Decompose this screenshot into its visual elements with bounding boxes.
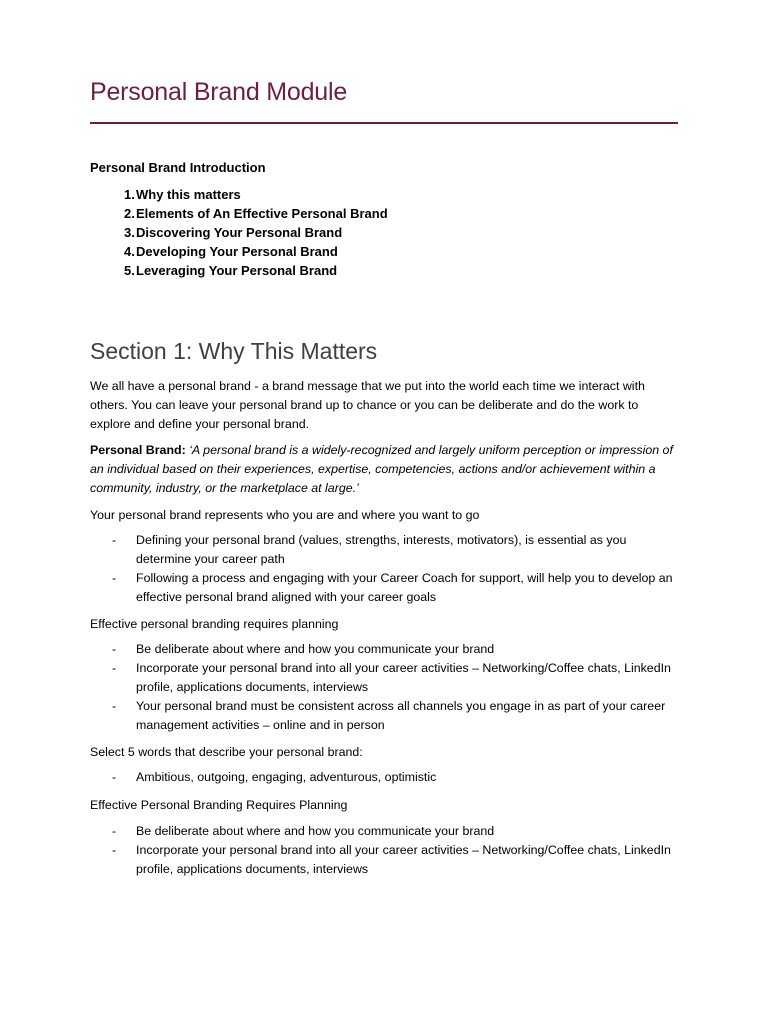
words-heading: Select 5 words that describe your personal brand:	[90, 745, 363, 759]
list-item: - Be deliberate about where and how you communicate your brand	[90, 822, 680, 841]
intro-heading: Personal Brand Introduction	[90, 160, 266, 175]
toc-item	[90, 261, 388, 280]
list-item: - Following a process and engaging with your Career Coach for support, will help you to develop an effective personal brand aligned with your career goals	[90, 569, 680, 607]
title-divider	[90, 122, 678, 124]
toc-item	[90, 242, 388, 261]
represents-list	[90, 531, 680, 607]
page-title: Personal Brand Module	[90, 78, 348, 106]
toc-number: 5.	[124, 263, 135, 278]
definition-label: Personal Brand:	[90, 443, 186, 457]
represents-heading: Your personal brand represents who you are and where you want to go	[90, 508, 480, 522]
toc-number: 4.	[124, 244, 135, 259]
toc-item	[90, 204, 388, 223]
definition-text: ‘A personal brand is a widely-recognized and largely uniform perception or impression of an individual based on their experiences, expertise, competencies, actions and/or achievement within a community, industry, or the marketplace at large.’	[90, 443, 673, 495]
section-intro: We all have a personal brand - a brand message that we put into the world each time we interact with others. You can leave your personal brand up to chance or you can be deliberate and do the work to explore and define your personal brand.	[90, 379, 645, 431]
section-title: Section 1: Why This Matters	[90, 338, 378, 364]
toc-number: 2.	[124, 206, 135, 221]
list-item: - Ambitious, outgoing, engaging, adventurous, optimistic	[90, 768, 680, 787]
list-item: - Incorporate your personal brand into all your career activities – Networking/Coffee chats, LinkedIn profile, applications documents, interviews	[90, 659, 680, 697]
toc-number: 3.	[124, 225, 135, 240]
list-item: - Incorporate your personal brand into all your career activities – Networking/Coffee chats, LinkedIn profile, applications documents, interviews	[90, 841, 680, 879]
list-item: - Your personal brand must be consistent across all channels you engage in as part of your career management activities – online and in person	[90, 697, 680, 735]
planning2-list	[90, 822, 680, 879]
list-item: - Defining your personal brand (values, strengths, interests, motivators), is essential as you determine your career path	[90, 531, 680, 569]
list-item: - Be deliberate about where and how you communicate your brand	[90, 640, 680, 659]
toc-item	[90, 185, 388, 204]
toc-text: Developing Your Personal Brand	[136, 244, 338, 259]
toc-text: Discovering Your Personal Brand	[136, 225, 343, 240]
words-list	[90, 768, 680, 787]
toc-item	[90, 223, 388, 242]
table-of-contents	[90, 185, 388, 280]
planning-heading: Effective personal branding requires planning	[90, 617, 339, 631]
planning2-heading: Effective Personal Branding Requires Planning	[90, 798, 348, 812]
planning-list	[90, 640, 680, 735]
toc-text: Elements of An Effective Personal Brand	[136, 206, 388, 221]
toc-text: Why this matters	[136, 187, 241, 202]
toc-number: 1.	[124, 187, 135, 202]
definition-paragraph	[90, 441, 680, 498]
toc-text: Leveraging Your Personal Brand	[136, 263, 338, 278]
